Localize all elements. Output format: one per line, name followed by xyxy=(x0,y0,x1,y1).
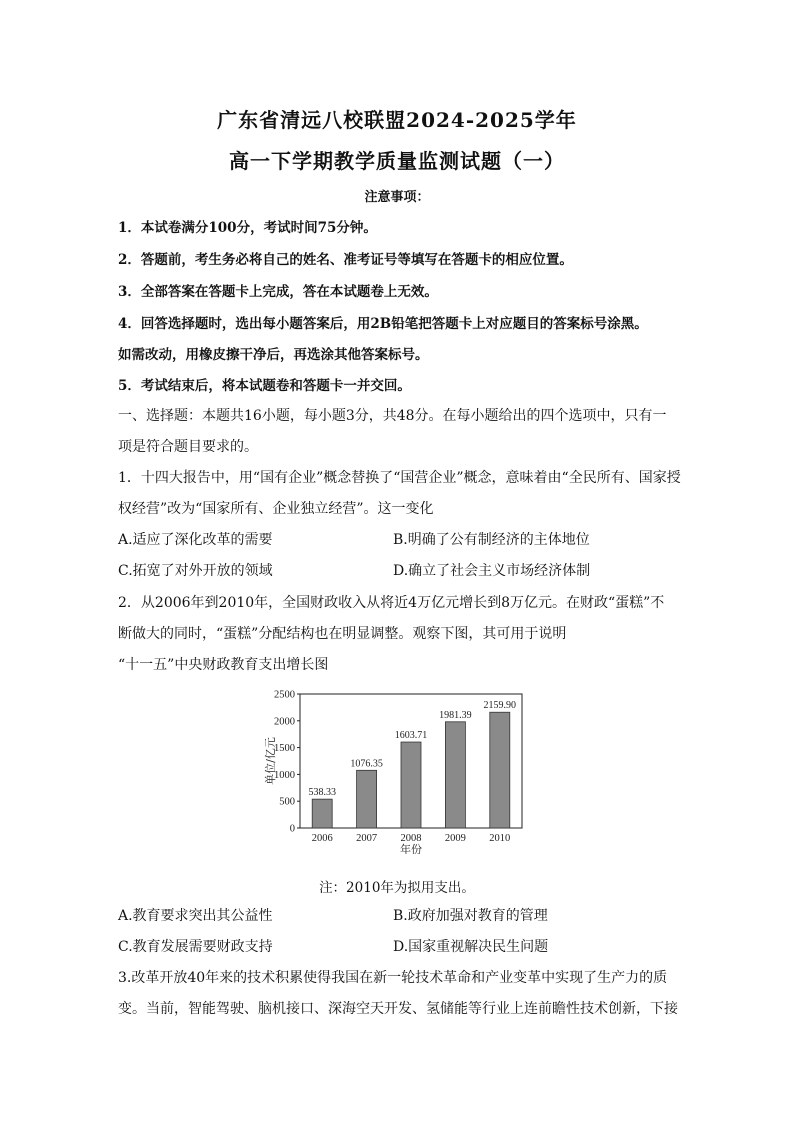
section-heading: 一、选择题：本题共16小题，每小题3分，共48分。在每小题给出的四个选项中，只有一 xyxy=(118,408,667,424)
y-tick-label: 2500 xyxy=(274,689,295,701)
q2-chart-caption: “十一五”中央财政教育支出增长图 xyxy=(118,657,329,673)
y-tick-label: 500 xyxy=(279,796,295,808)
section-heading-cont: 项是符合题目要求的。 xyxy=(118,439,258,455)
y-tick-label: 2000 xyxy=(274,716,295,728)
bar-value-label: 1076.35 xyxy=(350,758,383,770)
q2-option-d: D.国家重视解决民生问题 xyxy=(393,939,549,955)
notice-item: 4．回答选择题时，选出每小题答案后，用2B铅笔把答题卡上对应题目的答案标号涂黑。 xyxy=(118,316,648,332)
bar xyxy=(357,770,377,828)
q2-option-c: C.教育发展需要财政支持 xyxy=(118,939,273,955)
q3-stem: 3.改革开放40年来的技术积累使得我国在新一轮技术革命和产业变革中实现了生产力的质 xyxy=(118,970,668,986)
bar-value-label: 2159.90 xyxy=(483,700,517,712)
bar-value-label: 1981.39 xyxy=(439,709,472,721)
y-axis-label: 单位/亿元 xyxy=(264,737,277,785)
notice-item: 5．考试结束后，将本试题卷和答题卡一并交回。 xyxy=(118,378,411,394)
y-tick-label: 1000 xyxy=(274,769,295,781)
notice-item: 如需改动，用橡皮擦干净后，再选涂其他答案标号。 xyxy=(118,347,429,363)
bar xyxy=(445,722,465,828)
x-tick-label: 2008 xyxy=(400,833,422,844)
bar xyxy=(401,742,421,828)
notice-item: 1．本试卷满分100分，考试时间75分钟。 xyxy=(118,220,377,236)
q1-stem-cont: 权经营”改为“国家所有、企业独立经营”。这一变化 xyxy=(118,501,434,517)
y-tick-label: 1500 xyxy=(274,743,295,755)
x-tick-label: 2006 xyxy=(311,833,333,844)
notice-item: 2．答题前，考生务必将自己的姓名、准考证号等填写在答题卡的相应位置。 xyxy=(118,252,573,268)
notice-item: 3．全部答案在答题卡上完成，答在本试题卷上无效。 xyxy=(118,284,438,300)
bar-value-label: 1603.71 xyxy=(394,730,428,742)
q2-stem-cont: 断做大的同时，“蛋糕”分配结构也在明显调整。观察下图，其可用于说明 xyxy=(118,626,567,642)
q3-stem-cont: 变。当前，智能驾驶、脑机接口、深海空天开发、氢储能等行业上连前瞻性技术创新，下接 xyxy=(118,1001,678,1017)
chart-note: 注：2010年为拟用支出。 xyxy=(319,880,475,896)
q2-stem: 2．从2006年到2010年，全国财政收入从将近4万亿元增长到8万亿元。在财政“蛋糕”不 xyxy=(118,595,665,611)
x-tick-label: 2009 xyxy=(444,833,466,844)
q1-option-d: D.确立了社会主义市场经济体制 xyxy=(393,563,591,579)
q2-option-b: B.政府加强对教育的管理 xyxy=(393,908,548,924)
q2-option-a: A.教育要求突出其公益性 xyxy=(118,908,273,924)
y-tick-label: 0 xyxy=(289,823,295,835)
x-tick-label: 2007 xyxy=(356,833,378,844)
q1-option-a: A.适应了深化改革的需要 xyxy=(118,532,273,548)
notice-heading: 注意事项： xyxy=(364,190,430,205)
q1-option-b: B.明确了公有制经济的主体地位 xyxy=(393,532,590,548)
education-spending-bar-chart xyxy=(260,686,530,854)
q1-stem: 1．十四大报告中，用“国有企业”概念替换了“国营企业”概念，意味着由“全民所有、国家授 xyxy=(118,470,681,486)
bar xyxy=(490,712,510,828)
exam-title-line1: 广东省清远八校联盟2024-2025学年 xyxy=(217,108,577,132)
bar-value-label: 538.33 xyxy=(308,787,336,799)
x-axis-label: 年份 xyxy=(400,843,422,854)
exam-title-line2: 高一下学期教学质量监测试题（一） xyxy=(229,149,565,173)
q1-option-c: C.拓宽了对外开放的领域 xyxy=(118,563,273,579)
x-tick-label: 2010 xyxy=(489,833,511,844)
bar xyxy=(312,799,332,828)
